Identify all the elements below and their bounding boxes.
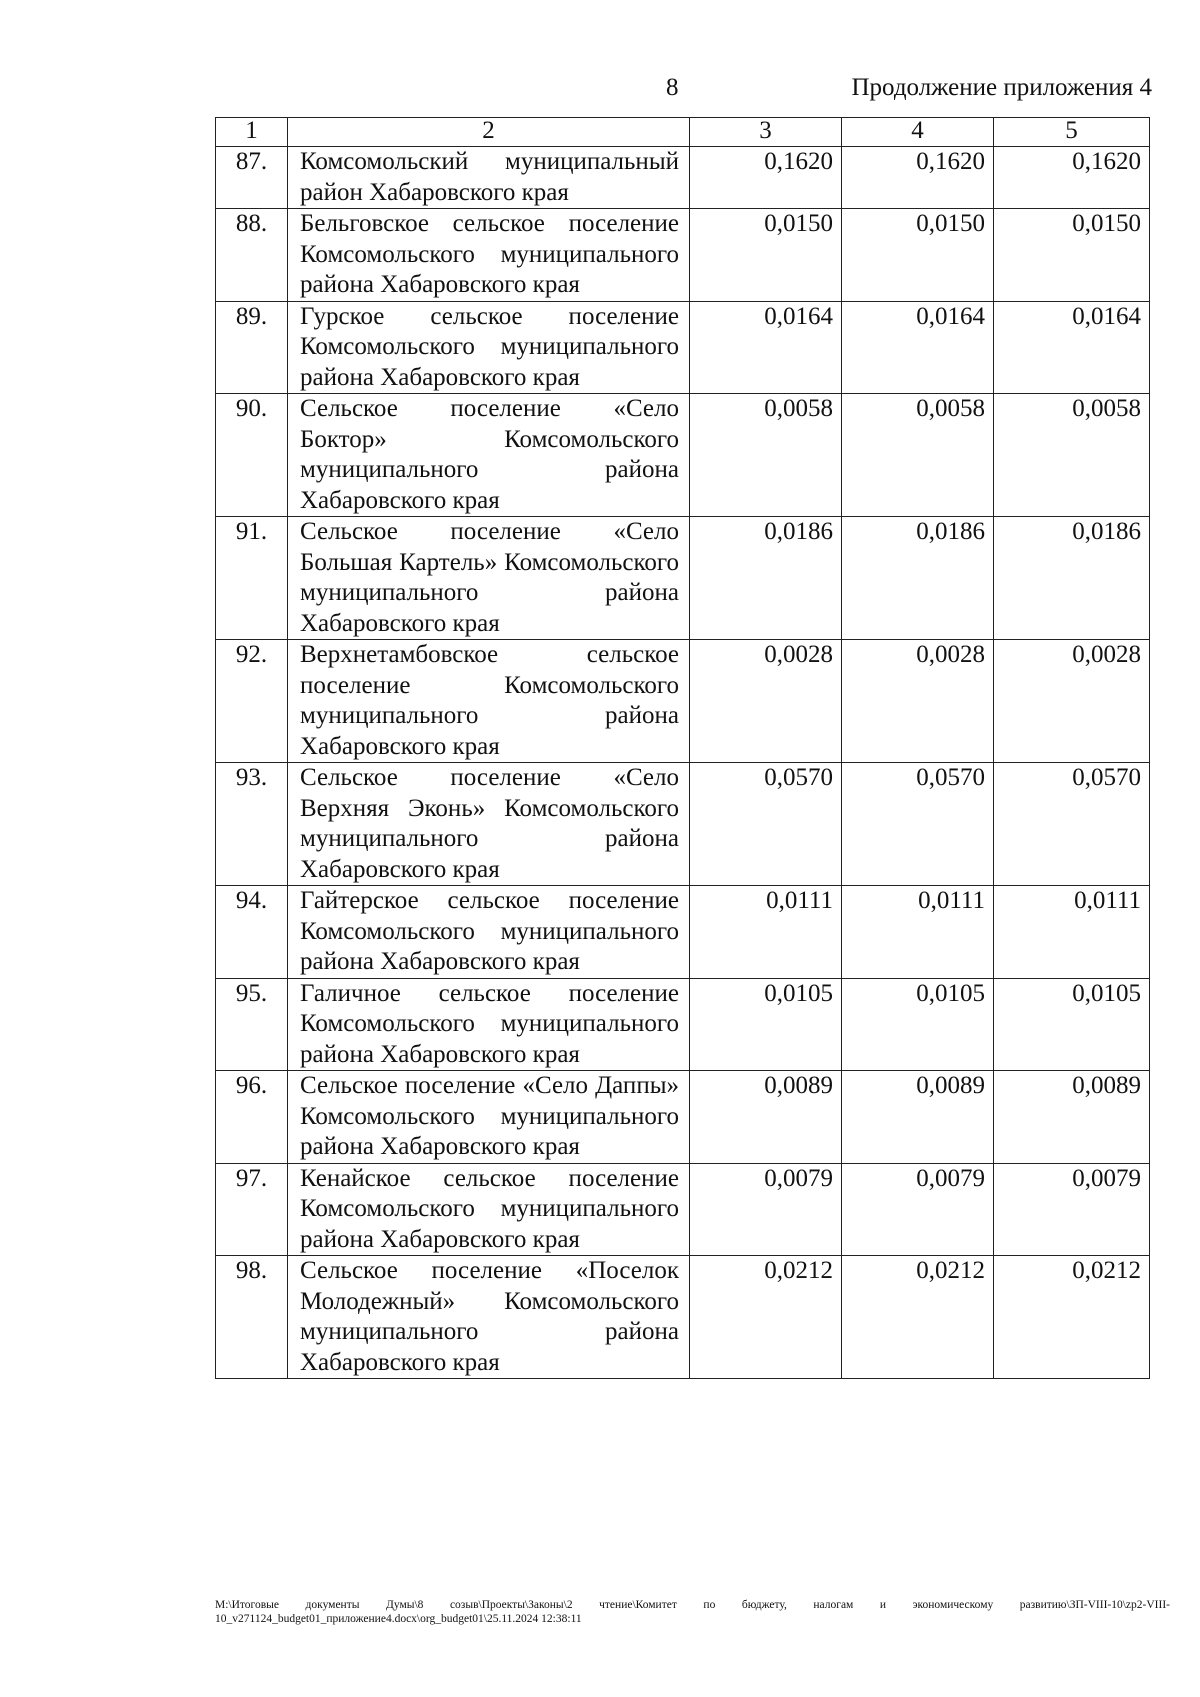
- value-cell-col5: [994, 1256, 1150, 1379]
- municipality-cell: [288, 517, 690, 640]
- value-cell-col5: [994, 1163, 1150, 1256]
- value: 0,0570: [1072, 764, 1141, 791]
- value-cell-col3: [690, 1256, 842, 1379]
- row-number: 97.: [216, 1163, 288, 1256]
- value-cell-col3: [690, 1071, 842, 1164]
- value: 0,0570: [916, 764, 985, 791]
- table-header-row: [216, 118, 1150, 147]
- value: 0,0212: [1072, 1257, 1141, 1284]
- value: 0,0079: [1072, 1164, 1141, 1192]
- value: 0,0150: [764, 210, 833, 237]
- value-cell-col3: [690, 209, 842, 302]
- value-cell-col3: [690, 640, 842, 763]
- value-cell-col5: [994, 763, 1150, 886]
- table-row: [216, 209, 1150, 302]
- value: 0,0105: [916, 979, 985, 1007]
- table-row: [216, 886, 1150, 979]
- value: 0,0570: [764, 764, 833, 791]
- municipality-name: Сельское поселение «Село Верхняя Эконь» Комсомольского муниципального района Хабаровского края: [300, 764, 679, 883]
- value-cell-col4: [842, 147, 994, 209]
- row-number: 91.: [216, 517, 288, 640]
- row-number: 89.: [216, 301, 288, 394]
- municipality-name: Сельское поселение «Село Боктор» Комсомольского муниципального района Хабаровского края: [300, 395, 679, 514]
- municipality-cell: [288, 763, 690, 886]
- table-row: [216, 1071, 1150, 1164]
- value-cell-col5: [994, 978, 1150, 1071]
- value-cell-col5: [994, 517, 1150, 640]
- value: 0,0150: [1072, 210, 1141, 237]
- value-cell-col4: [842, 1256, 994, 1379]
- municipality-name: Сельское поселение «Село Даппы» Комсомольского муниципального района Хабаровского края: [300, 1072, 679, 1160]
- municipality-cell: [288, 209, 690, 302]
- municipality-cell: [288, 1071, 690, 1164]
- municipality-cell: [288, 147, 690, 209]
- value-cell-col4: [842, 1163, 994, 1256]
- municipality-cell: [288, 978, 690, 1071]
- value: 0,0089: [1072, 1072, 1141, 1099]
- value: 0,0212: [916, 1257, 985, 1284]
- value: 0,0164: [764, 302, 833, 330]
- row-number: 88.: [216, 209, 288, 302]
- municipality-name: Сельское поселение «Поселок Молодежный» Комсомольского муниципального района Хабаровского края: [300, 1257, 679, 1376]
- value-cell-col5: [994, 301, 1150, 394]
- value-cell-col5: [994, 147, 1150, 209]
- value: 0,0186: [764, 518, 833, 545]
- value: 0,0164: [916, 302, 985, 330]
- municipality-name: Сельское поселение «Село Большая Картель» Комсомольского муниципального района Хабаровского края: [300, 518, 679, 637]
- value: 0,0058: [916, 395, 985, 422]
- value-cell-col3: [690, 147, 842, 209]
- municipality-cell: [288, 640, 690, 763]
- continuation-label: Продолжение приложения 4: [851, 74, 1152, 101]
- row-number: 93.: [216, 763, 288, 886]
- municipality-name: Гурское сельское поселение Комсомольского муниципального района Хабаровского края: [300, 302, 679, 391]
- value: 0,1620: [764, 148, 833, 175]
- value-cell-col3: [690, 1163, 842, 1256]
- value-cell-col4: [842, 1071, 994, 1164]
- municipality-name: Комсомольский муниципальный район Хабаровского края: [300, 148, 679, 206]
- value: 0,0212: [764, 1257, 833, 1284]
- value: 0,0111: [1074, 887, 1141, 914]
- value-cell-col3: [690, 886, 842, 979]
- value: 0,0089: [916, 1072, 985, 1099]
- file-path-footer: М:\Итоговые документы Думы\8 созыв\Проекты\Законы\2 чтение\Комитет по бюджету, налогам и экономическому развитию\ЗП-VIII-10\zp2-VIII-10_v271124_budget01_приложение4.docx\org_budget01\25.11.2024 12:38:11: [215, 1599, 1170, 1625]
- value-cell-col4: [842, 640, 994, 763]
- value-cell-col3: [690, 394, 842, 517]
- row-number: 98.: [216, 1256, 288, 1379]
- column-header: 1: [216, 118, 288, 147]
- table-row: [216, 763, 1150, 886]
- table-body: [216, 118, 1150, 1379]
- value-cell-col4: [842, 517, 994, 640]
- value: 0,0164: [1072, 302, 1141, 330]
- row-number: 94.: [216, 886, 288, 979]
- municipality-cell: [288, 394, 690, 517]
- value-cell-col5: [994, 886, 1150, 979]
- row-number: 87.: [216, 147, 288, 209]
- table-row: [216, 394, 1150, 517]
- table-row: [216, 301, 1150, 394]
- value: 0,0111: [918, 887, 985, 914]
- value: 0,0111: [766, 887, 833, 914]
- column-header: 4: [842, 118, 994, 147]
- municipality-name: Гайтерское сельское поселение Комсомольского муниципального района Хабаровского края: [300, 887, 679, 975]
- value-cell-col4: [842, 209, 994, 302]
- row-number: 90.: [216, 394, 288, 517]
- value: 0,1620: [1072, 148, 1141, 175]
- municipality-name: Верхнетамбовское сельское поселение Комсомольского муниципального района Хабаровского края: [300, 641, 679, 760]
- value: 0,0089: [764, 1072, 833, 1099]
- value: 0,0028: [764, 641, 833, 668]
- municipality-name: Бельговское сельское поселение Комсомольского муниципального района Хабаровского края: [300, 210, 679, 298]
- table-row: [216, 1256, 1150, 1379]
- value: 0,1620: [916, 148, 985, 175]
- value: 0,0186: [916, 518, 985, 545]
- value-cell-col4: [842, 763, 994, 886]
- value-cell-col5: [994, 394, 1150, 517]
- value-cell-col5: [994, 1071, 1150, 1164]
- page-number: 8: [666, 74, 679, 101]
- value: 0,0028: [1072, 641, 1141, 668]
- value-cell-col3: [690, 517, 842, 640]
- value-cell-col4: [842, 886, 994, 979]
- table-row: [216, 147, 1150, 209]
- municipality-cell: [288, 886, 690, 979]
- value-cell-col5: [994, 640, 1150, 763]
- value: 0,0150: [916, 210, 985, 237]
- value: 0,0105: [1072, 979, 1141, 1007]
- municipality-cell: [288, 1256, 690, 1379]
- municipality-cell: [288, 301, 690, 394]
- value-cell-col3: [690, 301, 842, 394]
- column-header: 2: [288, 118, 690, 147]
- row-number: 95.: [216, 978, 288, 1071]
- column-header: 3: [690, 118, 842, 147]
- column-header: 5: [994, 118, 1150, 147]
- municipality-name: Галичное сельское поселение Комсомольского муниципального района Хабаровского края: [300, 979, 679, 1068]
- value: 0,0079: [764, 1164, 833, 1192]
- value: 0,0058: [764, 395, 833, 422]
- value-cell-col4: [842, 394, 994, 517]
- table-row: [216, 640, 1150, 763]
- municipality-name: Кенайское сельское поселение Комсомольского муниципального района Хабаровского края: [300, 1164, 679, 1253]
- value: 0,0058: [1072, 395, 1141, 422]
- value: 0,0105: [764, 979, 833, 1007]
- row-number: 92.: [216, 640, 288, 763]
- municipality-cell: [288, 1163, 690, 1256]
- value: 0,0028: [916, 641, 985, 668]
- value-cell-col5: [994, 209, 1150, 302]
- appendix-table: [215, 117, 1150, 1379]
- table-row: [216, 517, 1150, 640]
- table-row: [216, 978, 1150, 1071]
- value-cell-col4: [842, 301, 994, 394]
- row-number: 96.: [216, 1071, 288, 1164]
- value-cell-col3: [690, 763, 842, 886]
- table-row: [216, 1163, 1150, 1256]
- value: 0,0079: [916, 1164, 985, 1192]
- value-cell-col3: [690, 978, 842, 1071]
- value: 0,0186: [1072, 518, 1141, 545]
- value-cell-col4: [842, 978, 994, 1071]
